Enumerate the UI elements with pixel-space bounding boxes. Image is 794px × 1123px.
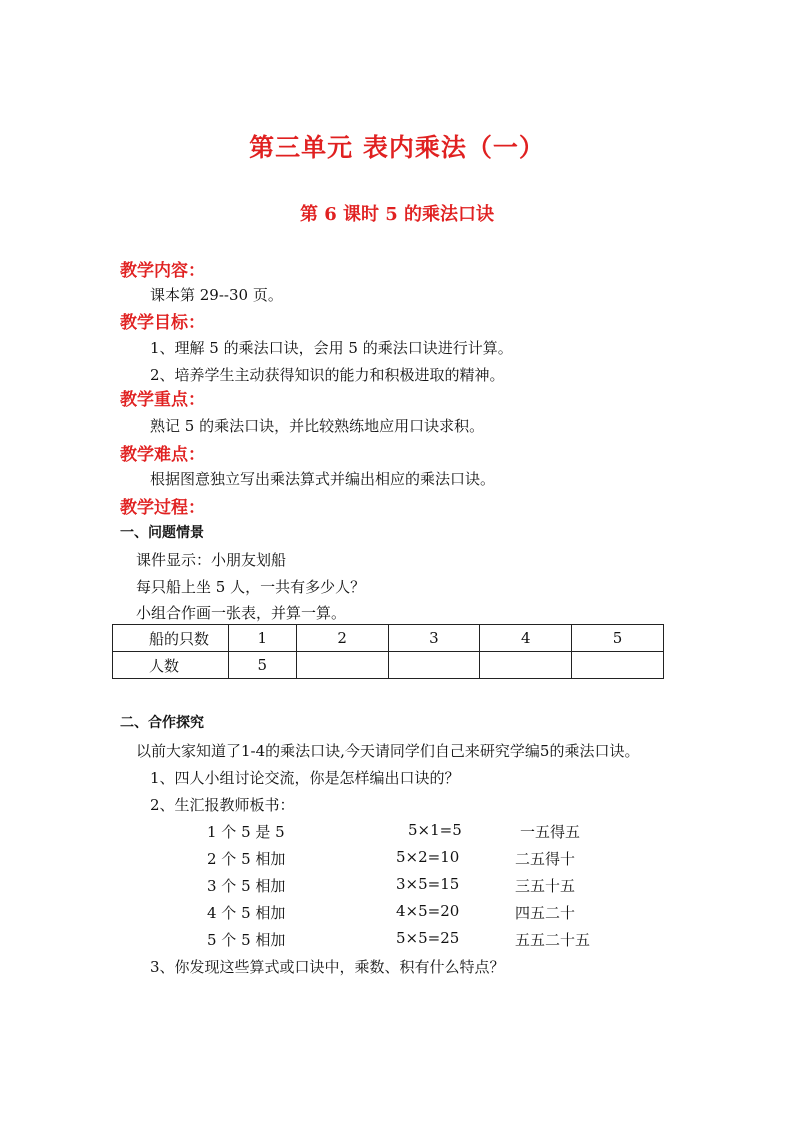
table-cell: 5: [228, 652, 296, 679]
table-cell: 1: [228, 625, 296, 652]
difficulty-text: 根据图意独立写出乘法算式并编出相应的乘法口诀。: [150, 470, 496, 488]
board-equation: 4×5=20: [396, 902, 460, 920]
table-cell: 3: [388, 625, 480, 652]
board-rhyme: 三五十五: [515, 877, 576, 895]
board-rhyme: 一五得五: [520, 823, 581, 841]
board-equation: 5×1=5: [408, 821, 462, 839]
board-rhyme: 四五二十: [515, 904, 576, 922]
board-desc: 1 个 5 是 5: [207, 823, 285, 841]
goal-item: 1、理解 5 的乘法口诀，会用 5 的乘法口诀进行计算。: [150, 339, 513, 357]
boat-table: [112, 624, 664, 679]
part1-line: 每只船上坐 5 人，一共有多少人？: [136, 578, 366, 596]
board-equation: 3×5=15: [396, 875, 460, 893]
board-rhyme: 五五二十五: [515, 931, 591, 949]
board-desc: 2 个 5 相加: [207, 850, 286, 868]
board-desc: 4 个 5 相加: [207, 904, 286, 922]
table-cell: 5: [572, 625, 664, 652]
table-cell: [572, 652, 664, 679]
focus-heading: 教学重点：: [120, 390, 205, 410]
table-row: [113, 652, 664, 679]
part2-heading: 二、合作探究: [120, 715, 204, 731]
table-cell: 4: [480, 625, 572, 652]
part2-question: 1、四人小组讨论交流，你是怎样编出口诀的？: [150, 769, 460, 787]
table-cell: [480, 652, 572, 679]
part1-line: 课件显示：小朋友划船: [136, 551, 287, 569]
table-cell: 船的只数: [113, 625, 229, 652]
part1-line: 小组合作画一张表，并算一算。: [136, 604, 347, 622]
page-title: 第三单元 表内乘法（一）: [249, 133, 545, 162]
table-row: [113, 625, 664, 652]
goals-heading: 教学目标：: [120, 313, 205, 333]
table-cell: [388, 652, 480, 679]
board-desc: 5 个 5 相加: [207, 931, 286, 949]
goal-item: 2、培养学生主动获得知识的能力和积极进取的精神。: [150, 366, 505, 384]
board-desc: 3 个 5 相加: [207, 877, 286, 895]
table-cell: 人数: [113, 652, 229, 679]
difficulty-heading: 教学难点：: [120, 445, 205, 465]
table-cell: [296, 652, 388, 679]
content-text: 课本第 29--30 页。: [150, 286, 283, 304]
process-heading: 教学过程：: [120, 498, 205, 518]
table-cell: 2: [296, 625, 388, 652]
part2-question: 2、生汇报教师板书：: [150, 796, 295, 814]
part2-question: 3、你发现这些算式或口诀中，乘数、积有什么特点？: [150, 958, 505, 976]
part1-heading: 一、问题情景: [120, 525, 204, 541]
board-equation: 5×2=10: [396, 848, 460, 866]
part2-intro: 以前大家知道了1-4的乘法口诀,今天请同学们自己来研究学编5的乘法口诀。: [136, 742, 640, 760]
lesson-subtitle: 第 6 课时 5 的乘法口诀: [299, 204, 495, 225]
content-heading: 教学内容：: [120, 261, 205, 281]
focus-text: 熟记 5 的乘法口诀，并比较熟练地应用口诀求积。: [150, 417, 485, 435]
board-rhyme: 二五得十: [515, 850, 576, 868]
board-equation: 5×5=25: [396, 929, 460, 947]
